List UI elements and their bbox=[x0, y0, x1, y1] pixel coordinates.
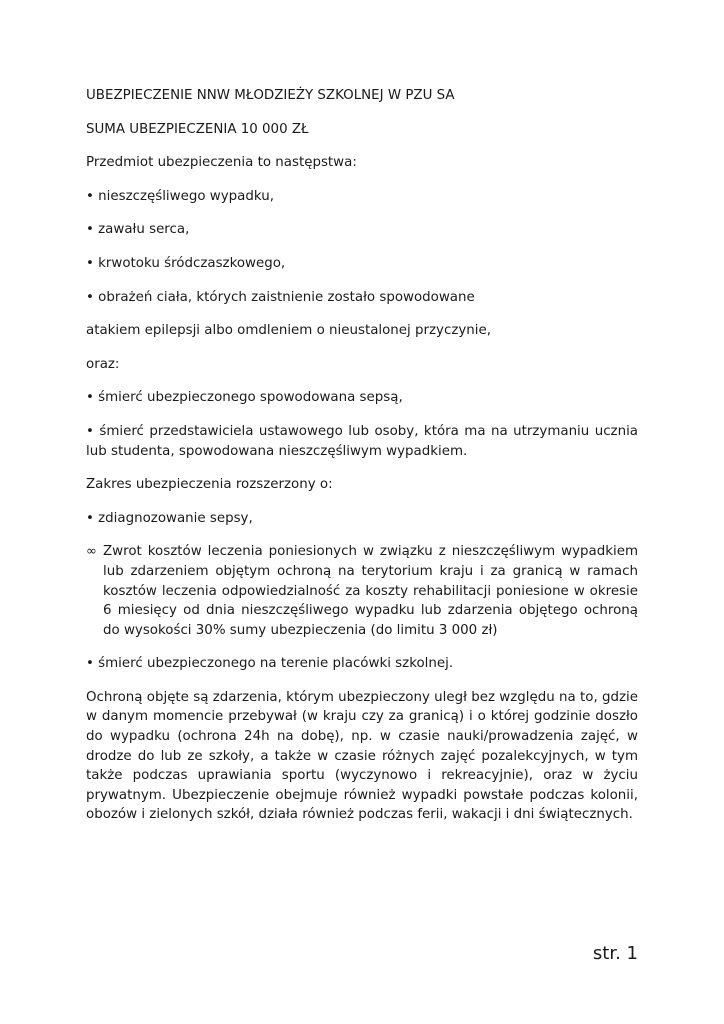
list-item: • śmierć ubezpieczonego spowodowana sepsą, bbox=[86, 390, 403, 406]
page-number: str. 1 bbox=[592, 943, 638, 964]
list-item: • obrażeń ciała, których zaistnienie zostało spowodowane bbox=[86, 289, 475, 305]
list-item: • śmierć przedstawiciela ustawowego lub osoby, która ma na utrzymaniu ucznia lub studenta, spowodowana nieszczęśliwym wypadkiem. bbox=[86, 423, 638, 459]
list-item: • śmierć ubezpieczonego na terenie placówki szkolnej. bbox=[86, 656, 454, 672]
list-item: • zawału serca, bbox=[86, 222, 190, 238]
sum-insured: SUMA UBEZPIECZENIA 10 000 ZŁ bbox=[86, 121, 309, 137]
document-page bbox=[86, 86, 638, 839]
list-item-continuation: atakiem epilepsji albo omdleniem o nieustalonej przyczynie, bbox=[86, 323, 491, 339]
oraz-label: oraz: bbox=[86, 356, 120, 372]
list-item: • krwotoku śródczaszkowego, bbox=[86, 255, 286, 271]
list-item: • nieszczęśliwego wypadku, bbox=[86, 188, 274, 204]
coverage-paragraph: Ochroną objęte są zdarzenia, którym ubezpieczony uległ bez względu na to, gdzie w danym momencie przebywał (w kraju czy za granicą) i o której godzinie doszło do wypadku (ochrona 24h na dobę), np. w czasie nauki/prowadzenia zajęć, w drodze do lub ze szkoły, a także w czasie różnych zajęć pozalekcyjnych, w tym także podczas uprawiania sportu (wyczynowo i rekreacyjnie), oraz w życiu prywatnym. Ubezpieczenie obejmuje również wypadki powstałe podczas kolonii, obozów i zielonych szkół, działa również podczas ferii, wakacji i dni świątecznych. bbox=[86, 689, 638, 823]
infinity-bullet-icon: ∞ bbox=[86, 544, 97, 560]
list-item: • zdiagnozowanie sepsy, bbox=[86, 510, 253, 526]
subject-intro: Przedmiot ubezpieczenia to następstwa: bbox=[86, 155, 357, 171]
document-title: UBEZPIECZENIE NNW MŁODZIEŻY SZKOLNEJ W PZU SA bbox=[86, 88, 455, 103]
costs-item bbox=[86, 542, 638, 640]
costs-text: Zwrot kosztów leczenia poniesionych w związku z nieszczęśliwym wypadkiem lub zdarzeniem objętym ochroną na terytorium kraju i za granicą w ramach kosztów leczenia odpowiedzialność za koszty rehabilitacji poniesione w okresie 6 miesięcy od dnia nieszczęśliwego wypadku lub zdarzenia objętego ochroną do wysokości 30% sumy ubezpieczenia (do limitu 3 000 zł) bbox=[103, 544, 638, 638]
extended-intro: Zakres ubezpieczenia rozszerzony o: bbox=[86, 477, 333, 493]
